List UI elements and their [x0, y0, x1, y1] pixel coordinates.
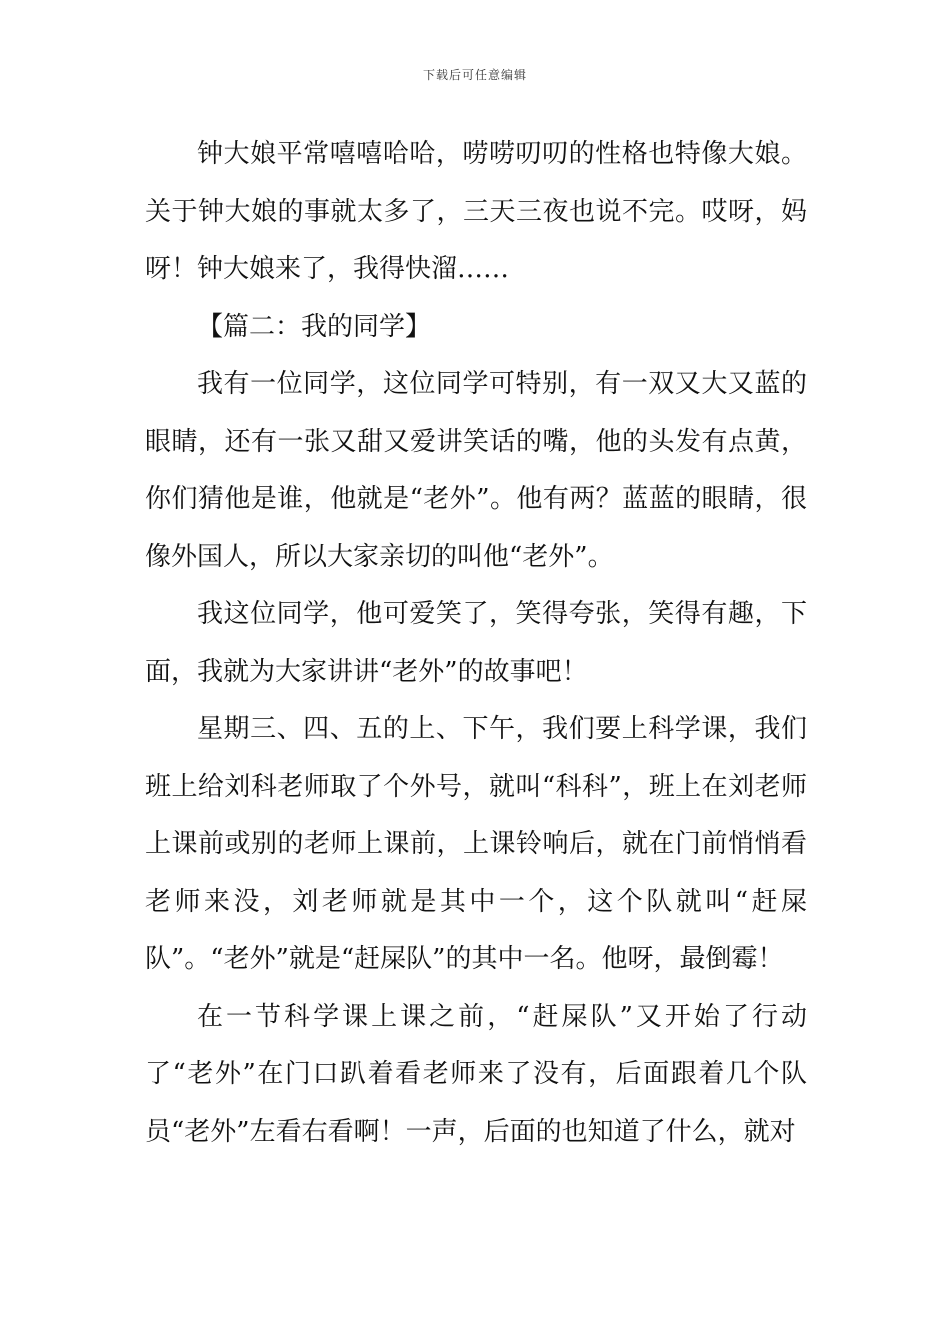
paragraph-1: 钟大娘平常嘻嘻哈哈，唠唠叨叨的性格也特像大娘。关于钟大娘的事就太多了，三天三夜也说不完。哎呀，妈呀！钟大娘来了，我得快溜……	[145, 139, 807, 284]
paragraph-2: 我有一位同学，这位同学可特别，有一双又大又蓝的眼睛，还有一张又甜又爱讲笑话的嘴，他的头发有点黄，你们猜他是谁，他就是“老外”。他有两？蓝蓝的眼睛，很像外国人，所以大家亲切的叫他“老外”。	[145, 369, 807, 572]
paragraph-5: 在一节科学课上课之前，“赶屎队”又开始了行动了“老外”在门口趴着看老师来了没有，后面跟着几个队员“老外”左看右看啊！一声，后面的也知道了什么，就对	[145, 1001, 807, 1147]
document-body	[145, 126, 807, 1161]
paragraph-4: 星期三、四、五的上、下午，我们要上科学课，我们班上给刘科老师取了个外号，就叫“科科”，班上在刘老师上课前或别的老师上课前，上课铃响后，就在门前悄悄看老师来没，刘老师就是其中一个，这个队就叫“赶屎队”。“老外”就是“赶屎队”的其中一名。他呀，最倒霉！	[145, 714, 807, 974]
section-heading: 【篇二：我的同学】	[197, 311, 432, 342]
paragraph-3: 我这位同学，他可爱笑了，笑得夸张，笑得有趣，下面，我就为大家讲讲“老外”的故事吧！	[145, 599, 807, 687]
page-header: 下载后可任意编辑	[422, 68, 527, 82]
